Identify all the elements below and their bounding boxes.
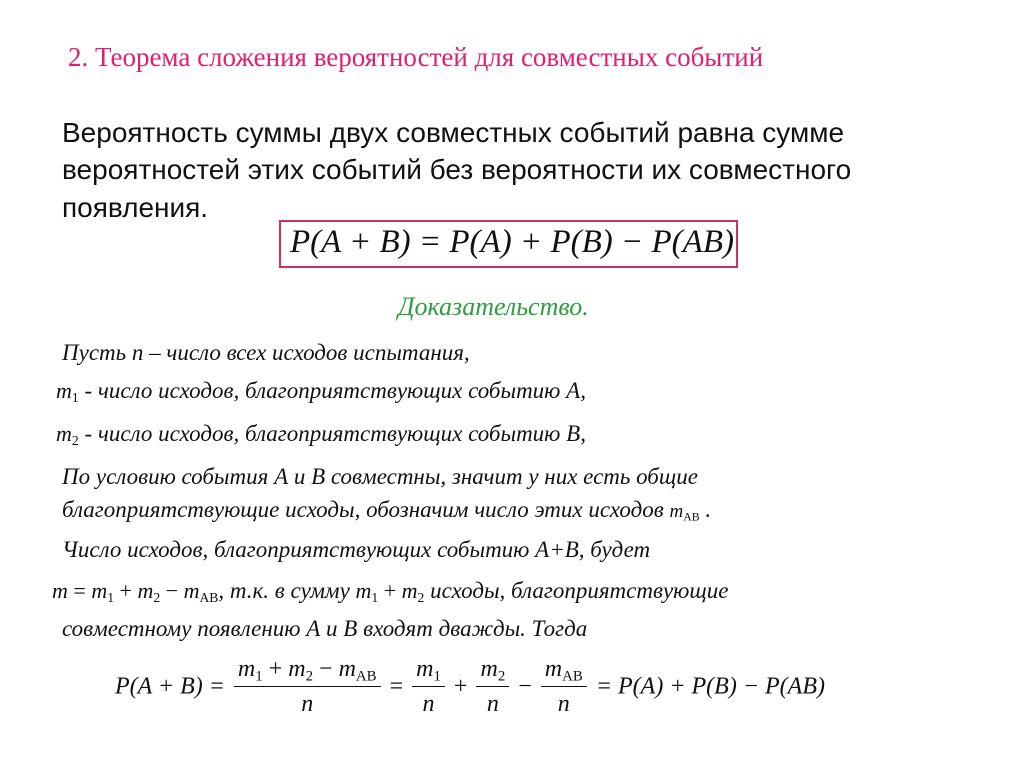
proof-line-8: совместному появлению А и В входят дважды. Тогда — [62, 616, 588, 641]
final-formula: P(A + B) = $\frac{m_1 + m_2 - m_{AB}}{n}$ = $\frac{m_1}{n}$ + $\frac{m_2}{n}$ − $\frac{m_{AB}}{n}$ = P(A) + P(B) − P(AB) — [115, 656, 825, 718]
mab-symbol: $m_{AB}$ — [669, 501, 700, 524]
fraction-m2: $\frac{m_2}{n}$ — [476, 656, 509, 718]
inline-sum: $m_1 + m_2$ — [355, 578, 425, 606]
statement-line-2: вероятностей этих событий без вероятности их совместного — [62, 154, 852, 185]
proof-line-5: благоприятствующие исходы, обозначим число этих исходов $m_{AB}$ . — [62, 497, 712, 524]
proof-line-1: Пусть n – число всех исходов испытания, — [62, 340, 470, 365]
m2-symbol: $m_2$ — [56, 421, 79, 449]
m1-symbol: $m_1$ — [56, 378, 79, 406]
sum-formula: $m = m_1 + m_2 - m_{AB}$ — [52, 578, 219, 606]
proof-line-4: По условию события А и В совместны, значит у них есть общие — [62, 464, 698, 489]
proof-line-m2: $m_2$ - число исходов, благоприятствующих событию В, — [56, 421, 586, 449]
proof-line-m1: $m_1$ - число исходов, благоприятствующих событию А, — [56, 378, 586, 406]
proof-line-6: Число исходов, благоприятствующих событию А+В, будет — [62, 537, 651, 562]
fraction-sum: $\frac{m_1 + m_2 - m_{AB}}{n}$ — [234, 656, 381, 718]
fraction-mab: $\frac{m_{AB}}{n}$ — [541, 656, 587, 718]
proof-line-7: $m = m_1 + m_2 - m_{AB}$, т.к. в сумму $m_1 + m_2$ исходы, благоприятствующие — [52, 578, 729, 606]
slide-title: 2. Теорема сложения вероятностей для совместных событий — [68, 42, 764, 72]
statement-line-1: Вероятность суммы двух совместных событий равна сумме — [62, 117, 845, 148]
proof-heading: Доказательство. — [398, 292, 589, 321]
fraction-m1: $\frac{m_1}{n}$ — [412, 656, 445, 718]
statement-line-3: появления. — [62, 192, 209, 223]
main-formula: P(A + B) = P(A) + P(B) − P(AB) — [290, 224, 734, 260]
